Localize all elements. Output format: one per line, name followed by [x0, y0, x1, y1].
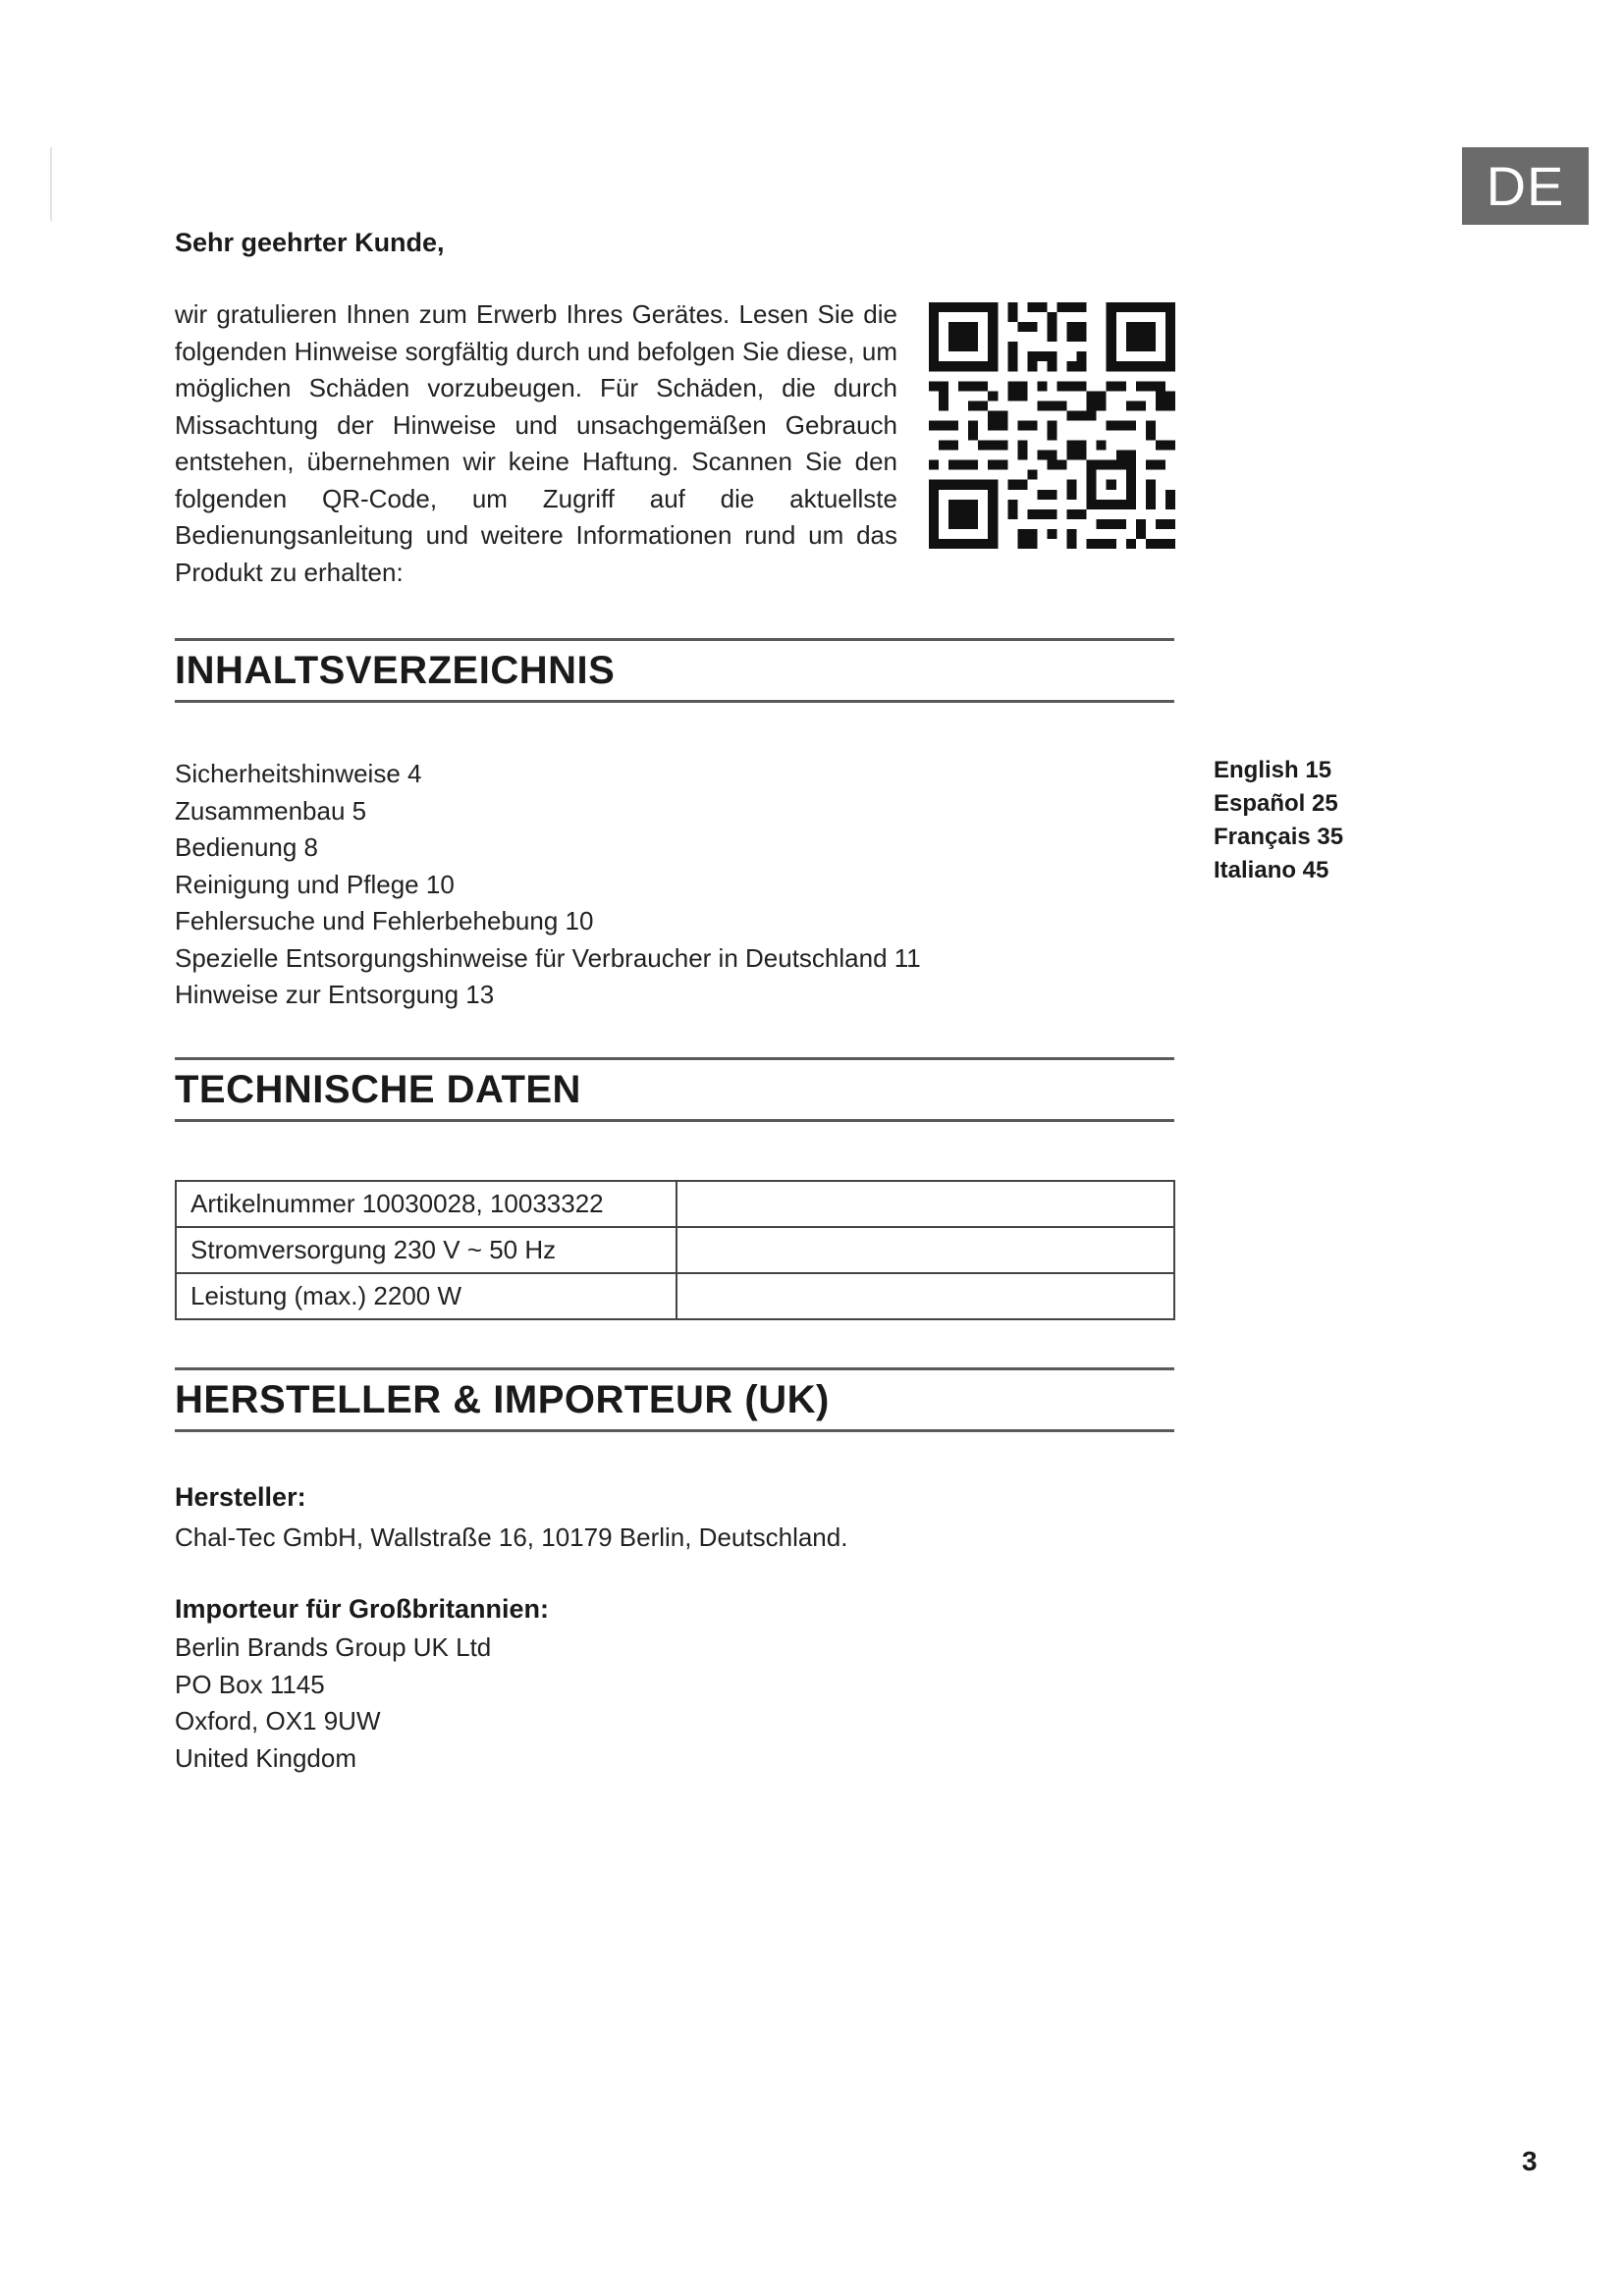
manufacturer-section-header — [175, 1367, 1174, 1432]
tech-heading: TECHNISCHE DATEN — [175, 1068, 581, 1111]
manufacturer-heading: HERSTELLER & IMPORTEUR (UK) — [175, 1378, 830, 1421]
spec-cell: Leistung (max.) 2200 W — [176, 1273, 677, 1319]
toc-list — [175, 756, 921, 1014]
tech-section-header — [175, 1057, 1174, 1122]
table-row — [176, 1227, 1174, 1273]
language-link-french[interactable]: Français 35 — [1214, 824, 1344, 850]
table-row — [176, 1273, 1174, 1319]
spec-cell — [677, 1227, 1174, 1273]
toc-item[interactable]: Sicherheitshinweise 4 — [175, 759, 422, 788]
address-line: Chal-Tec GmbH, Wallstraße 16, 10179 Berlin, Deutschland. — [175, 1522, 848, 1552]
language-link-english[interactable]: English 15 — [1214, 757, 1332, 783]
spec-cell — [677, 1181, 1174, 1227]
language-link-spanish[interactable]: Español 25 — [1214, 790, 1338, 817]
intro-paragraph: wir gratulieren Ihnen zum Erwerb Ihres Gerätes. Lesen Sie die folgenden Hinweise sorgfältig durch und befolgen Sie diese, um möglichen Schäden vorzubeugen. Für Schäden, die durch Missachtung der Hinweise und unsachgemäßen Gebrauch entstehen, übernehmen wir keine Haftung. Scannen Sie den folgenden QR-Code, um Zugriff auf die aktuellste Bedienungsanleitung und weitere Informationen rund um das Produkt zu erhalten: — [175, 299, 897, 587]
manufacturer-label: Hersteller: — [175, 1482, 306, 1512]
spec-cell: Stromversorgung 230 V ~ 50 Hz — [176, 1227, 677, 1273]
language-link-italian[interactable]: Italiano 45 — [1214, 857, 1329, 883]
address-line: Berlin Brands Group UK Ltd — [175, 1632, 492, 1662]
spec-cell: Artikelnummer 10030028, 10033322 — [176, 1181, 677, 1227]
address-line: Oxford, OX1 9UW — [175, 1706, 381, 1735]
qr-code-icon — [929, 302, 1175, 549]
importer-label: Importeur für Großbritannien: — [175, 1594, 549, 1624]
spec-table — [175, 1180, 1175, 1320]
greeting: Sehr geehrter Kunde, — [175, 228, 445, 257]
qr-code[interactable] — [929, 302, 1175, 549]
toc-item[interactable]: Zusammenbau 5 — [175, 795, 367, 826]
importer-address — [175, 1629, 491, 1777]
toc-item[interactable]: Hinweise zur Entsorgung 13 — [175, 980, 495, 1009]
toc-section-header — [175, 638, 1174, 703]
address-line: United Kingdom — [175, 1742, 356, 1773]
toc-item[interactable]: Fehlersuche und Fehlerbehebung 10 — [175, 906, 594, 935]
table-row — [176, 1181, 1174, 1227]
toc-item[interactable]: Reinigung und Pflege 10 — [175, 869, 455, 899]
address-line: PO Box 1145 — [175, 1669, 325, 1699]
toc-heading: INHALTSVERZEICHNIS — [175, 649, 616, 692]
language-badge: DE — [1462, 147, 1589, 225]
spec-cell — [677, 1273, 1174, 1319]
manufacturer-address — [175, 1520, 847, 1557]
toc-item[interactable]: Spezielle Entsorgungshinweise für Verbraucher in Deutschland 11 — [175, 942, 921, 973]
toc-item[interactable]: Bedienung 8 — [175, 832, 319, 862]
margin-rule — [50, 147, 52, 221]
language-index — [1214, 754, 1343, 887]
page-number: 3 — [1522, 2146, 1538, 2176]
